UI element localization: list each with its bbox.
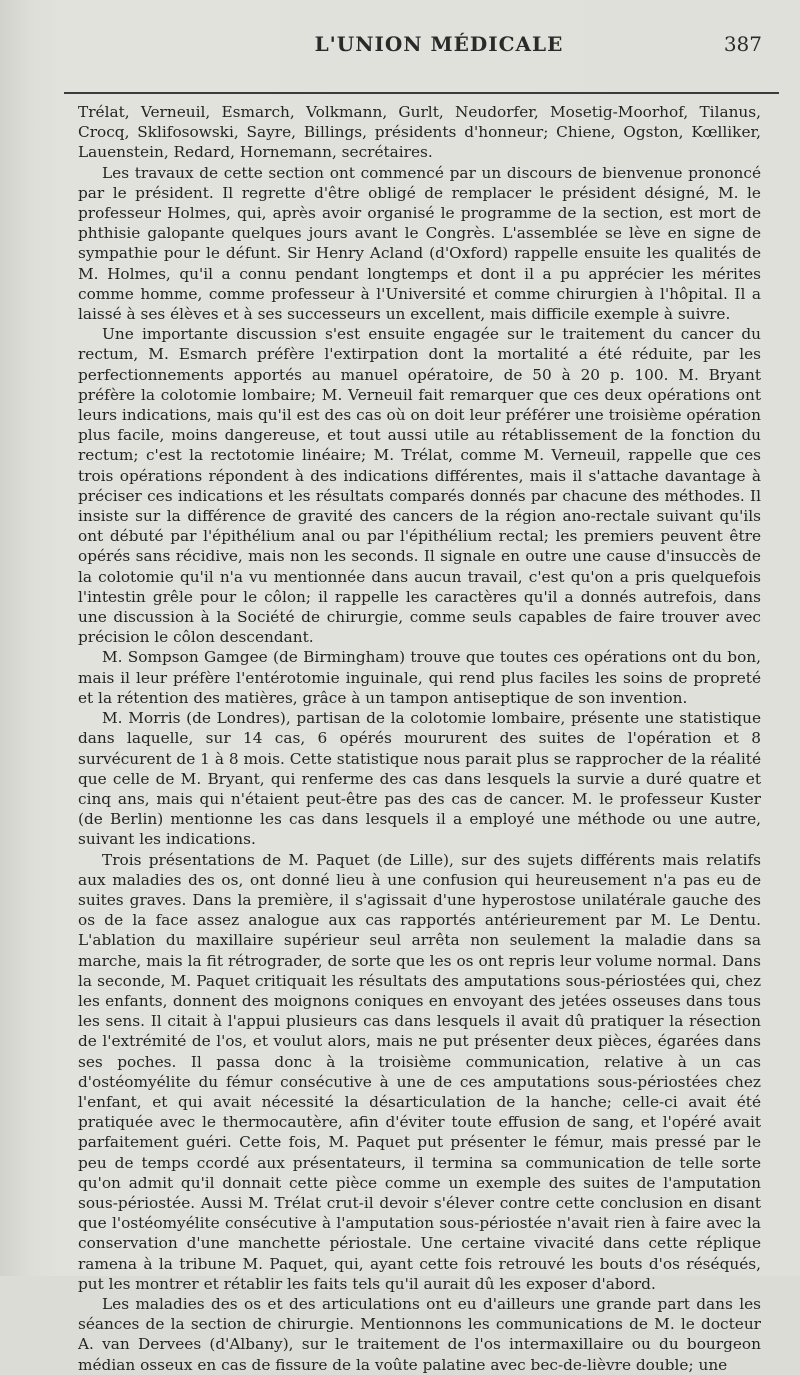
page-header (78, 28, 760, 58)
paragraph: M. Morris (de Londres), partisan de la colotomie lombaire, présente une statistique dans laquelle, sur 14 cas, 6 opérés moururent des suites de l'opération et 8 survécurent de 1 à 8 mois. Cette statistique nous parait plus se rapprocher de la réalité que celle de M. Bryant, qui renferme des cas dans lesquels la survie a duré quatre et cinq ans, mais qui n'étaient peut-être pas des cas de cancer. M. le professeur Kuster (de Berlin) mentionne les cas dans lesquels il a employé une méthode ou une autre, suivant les indications. (78, 709, 761, 849)
header-rule (64, 92, 779, 94)
paragraph: M. Sompson Gamgee (de Birmingham) trouve que toutes ces opérations ont du bon, mais il leur préfère l'entérotomie inguinale, qui rend plus faciles les soins de propreté et la rétention des matières, grâce à un tampon antiseptique de son invention. (78, 648, 761, 707)
paragraph: Les maladies des os et des articulations ont eu d'ailleurs une grande part dans les séances de la section de chirurgie. Mentionnons les communications de M. le docteur A. van Dervees (d'Albany), sur le traitement de l'os intermaxillaire ou du bourgeon médian osseux en cas de fissure de la voûte palatine avec bec-de-lièvre double; une (78, 1294, 761, 1374)
paragraph: Trélat, Verneuil, Esmarch, Volkmann, Gurlt, Neudorfer, Mosetig-Moorhof, Tilanus, Crocq, Sklifosowski, Sayre, Billings, présidents d'honneur; Chiene, Ogston, Kœlliker, Lauenstein, Redard, Hornemann, secrétaires. (78, 103, 761, 162)
paragraph: Une importante discussion s'est ensuite engagée sur le traitement du cancer du rectum, M. Esmarch préfère l'extirpation dont la mortalité a été réduite, par les perfectionnements apportés au manuel opératoire, de 50 à 20 p. 100. M. Bryant préfère la colotomie lombaire; M. Verneuil fait remarquer que ces deux opérations ont leurs indications, mais qu'il est des cas où on doit leur préférer une troisième opération plus facile, moins dangereuse, et tout aussi utile au rétablissement de la fonction du rectum; c'est la rectotomie linéaire; M. Trélat, comme M. Verneuil, rappelle que ces trois opérations répondent à des indications différentes, mais il s'attache davantage à préciser ces indications et les résultats comparés donnés par chacune des méthodes. Il insiste sur la différence de gravité des cancers de la région ano-rectale suivant qu'ils ont débuté par l'épithélium anal ou par l'épithélium rectal; les premiers peuvent être opérés sans récidive, mais non les seconds. Il signale en outre une cause d'insuccès de la colotomie qu'il n'a vu mentionnée dans aucun travail, c'est qu'on a pris quelquefois l'intestin grêle pour le côlon; il rappelle les caractères qu'il a donnés autrefois, dans une discussion à la Société de chirurgie, comme seuls capables de faire trouver avec précision le côlon descendant. (78, 325, 761, 647)
running-title: L'UNION MÉDICALE (314, 32, 564, 56)
paragraph: Trois présentations de M. Paquet (de Lille), sur des sujets différents mais relatifs aux maladies des os, ont donné lieu à une confusion qui heureusement n'a pas eu de suites graves. Dans la première, il s'agissait d'une hyperostose unilatérale gauche des os de la face assez analogue aux cas rapportés antérieurement par M. Le Dentu. L'ablation du maxillaire supérieur seul arrêta non seulement la maladie dans sa marche, mais la fit rétrograder, de sorte que les os ont repris leur volume normal. Dans la seconde, M. Paquet critiquait les résultats des amputations sous-périostées qui, chez les enfants, donnent des moignons coniques en envoyant des jetées osseuses dans tous les sens. Il citait à l'appui plusieurs cas dans lesquels il avait dû pratiquer la résection de l'extrémité de l'os, et voulut alors, mais ne put présenter deux pièces, égarées dans ses poches. Il passa donc à la troisième communication, relative à un cas d'ostéomyélite du fémur consécutive à une de ces amputations sous-périostées chez l'enfant, et qui avait nécessité la désarticulation de la hanche; celle-ci avait été pratiquée avec le thermocautère, afin d'éviter toute effusion de sang, et l'opéré avait parfaitement guéri. Cette fois, M. Paquet put présenter le fémur, mais pressé par le peu de temps ccordé aux présentateurs, il termina sa communication de telle sorte qu'on admit qu'il donnait cette pièce comme un exemple des suites de l'amputation sous-périostée. Aussi M. Trélat crut-il devoir s'élever contre cette conclusion en disant que l'ostéomyélite consécutive à l'amputation sous-périostée n'avait rien à faire avec la conservation d'une manchette périostale. Une certaine vivacité dans cette réplique ramena à la tribune M. Paquet, qui, ayant cette fois retrouvé les bouts d'os réséqués, put les montrer et rétablir les faits tels qu'il aurait dû les exposer d'abord. (78, 850, 761, 1293)
article-body (78, 102, 761, 1375)
paragraph: Les travaux de cette section ont commencé par un discours de bienvenue prononcé par le président. Il regrette d'être obligé de remplacer le président désigné, M. le professeur Holmes, qui, après avoir organisé le programme de la section, est mort de phthisie galopante quelques jours avant le Congrès. L'assemblée se lève en signe de sympathie pour le défunt. Sir Henry Acland (d'Oxford) rappelle ensuite les qualités de M. Holmes, qu'il a connu pendant longtemps et dont il a pu apprécier les mérites comme homme, comme professeur à l'Université et comme chirurgien à l'hôpital. Il a laissé à ses élèves et à ses successeurs un excellent, mais difficile exemple à suivre. (78, 163, 761, 324)
page-number: 387 (723, 32, 762, 56)
